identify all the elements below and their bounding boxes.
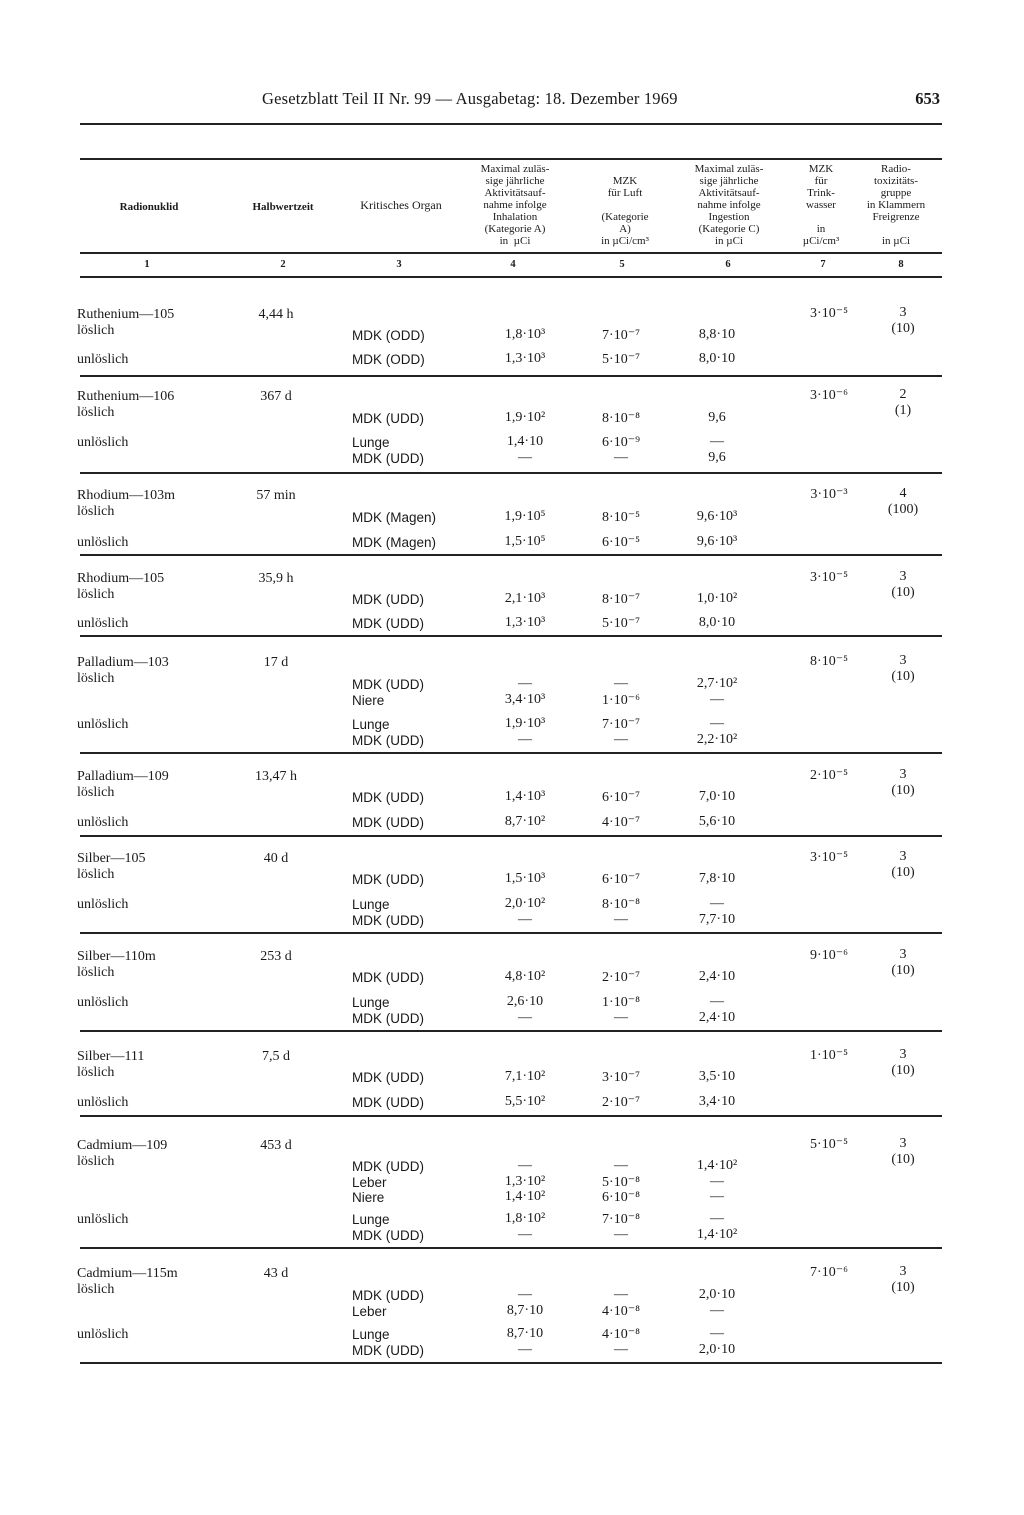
mzk-air-value: 7·10⁻⁷ — [602, 328, 640, 343]
ingestion-value: 2,4·10 — [698, 969, 736, 984]
inhalation-value: — — [518, 1287, 532, 1302]
col-number: 3 — [396, 259, 402, 270]
exemption-limit: (10) — [891, 321, 915, 336]
nuclide-name: Palladium—103 — [77, 655, 169, 670]
solubility-label: unlöslich — [77, 352, 129, 367]
nuclide-name: Ruthenium—106 — [77, 389, 175, 404]
critical-organ: MDK (UDD) — [352, 1343, 424, 1358]
critical-organ: MDK (UDD) — [352, 970, 424, 985]
ingestion-value: — — [710, 1303, 724, 1318]
group-divider — [80, 1030, 942, 1032]
critical-organ: Leber — [352, 1304, 387, 1319]
ingestion-value: 2,0·10 — [698, 1287, 736, 1302]
mzk-air-value: — — [614, 1342, 628, 1357]
ingestion-value: — — [710, 994, 724, 1009]
ingestion-value: 7,0·10 — [698, 789, 736, 804]
mzk-air-value: 8·10⁻⁸ — [602, 411, 640, 426]
ingestion-value: 7,8·10 — [698, 871, 736, 886]
mzk-air-value: 6·10⁻⁵ — [602, 535, 640, 550]
mzk-air-value: 2·10⁻⁷ — [602, 1095, 640, 1110]
solubility-label: unlöslich — [77, 1095, 129, 1110]
toxicity-group: 3 — [899, 767, 907, 782]
toxicity-group: 3 — [899, 305, 907, 320]
critical-organ: MDK (ODD) — [352, 352, 425, 367]
mzk-air-value: 6·10⁻⁷ — [602, 872, 640, 887]
inhalation-value: — — [518, 1158, 532, 1173]
inhalation-value: — — [518, 732, 532, 747]
toxicity-group: 3 — [899, 1047, 907, 1062]
mzk-air-value: 5·10⁻⁸ — [602, 1175, 640, 1190]
mzk-water-value: 3·10⁻⁵ — [810, 570, 848, 585]
inhalation-value: — — [518, 676, 532, 691]
ingestion-value: 2,0·10 — [698, 1342, 736, 1357]
mzk-water-value: 3·10⁻³ — [810, 487, 848, 502]
inhalation-value: 1,3·10³ — [504, 615, 546, 630]
solubility-label: löslich — [77, 965, 115, 980]
inhalation-value: 8,7·10² — [504, 814, 546, 829]
mzk-air-value: 4·10⁻⁸ — [602, 1327, 640, 1342]
exemption-limit: (10) — [891, 1152, 915, 1167]
toxicity-group: 3 — [899, 947, 907, 962]
inhalation-value: 1,4·10 — [506, 434, 544, 449]
half-life: 253 d — [260, 949, 292, 964]
inhalation-value: 1,9·10³ — [504, 716, 546, 731]
mzk-air-value: — — [614, 1158, 628, 1173]
mzk-air-value: — — [614, 1227, 628, 1242]
group-divider — [80, 1115, 942, 1117]
inhalation-value: 1,9·10⁵ — [504, 509, 546, 524]
nuclide-name: Ruthenium—105 — [77, 307, 175, 322]
exemption-limit: (1) — [894, 403, 912, 418]
ingestion-value: 9,6·10³ — [696, 534, 738, 549]
col-number: 4 — [510, 259, 516, 270]
toxicity-group: 2 — [899, 387, 907, 402]
solubility-label: löslich — [77, 867, 115, 882]
col-head-halflife: Halbwertzeit — [252, 201, 314, 213]
nuclide-name: Silber—110m — [77, 949, 156, 964]
col-number: 5 — [619, 259, 625, 270]
inhalation-value: 1,4·10² — [504, 1189, 546, 1204]
ingestion-value: — — [710, 1326, 724, 1341]
inhalation-value: 1,5·10⁵ — [504, 534, 546, 549]
half-life: 13,47 h — [255, 769, 297, 784]
inhalation-value: — — [518, 1342, 532, 1357]
col-head-organ: Kritisches Organ — [360, 198, 442, 212]
group-divider — [80, 1247, 942, 1249]
nuclide-name: Rhodium—105 — [77, 571, 165, 586]
solubility-label: löslich — [77, 504, 115, 519]
ingestion-value: 2,2·10² — [696, 732, 738, 747]
critical-organ: MDK (UDD) — [352, 592, 424, 607]
mzk-air-value: — — [614, 1287, 628, 1302]
solubility-label: unlöslich — [77, 1327, 129, 1342]
mzk-air-value: 8·10⁻⁸ — [602, 897, 640, 912]
inhalation-value: 1,3·10³ — [504, 351, 546, 366]
inhalation-value: — — [518, 1227, 532, 1242]
half-life: 7,5 d — [262, 1049, 290, 1064]
col-head-inhalation: Maximal zuläs- sige jährliche Aktivitätsauf- nahme infolge Inhalation (Kategorie A) in µCi — [480, 163, 550, 247]
col-number: 2 — [280, 259, 286, 270]
mzk-water-value: 8·10⁻⁵ — [810, 654, 848, 669]
nuclide-name: Cadmium—115m — [77, 1266, 178, 1281]
ingestion-value: 7,7·10 — [698, 912, 736, 927]
ingestion-value: 9,6 — [708, 410, 726, 425]
exemption-limit: (10) — [891, 1063, 915, 1078]
inhalation-value: 1,8·10³ — [504, 327, 546, 342]
nuclide-name: Rhodium—103m — [77, 488, 176, 503]
ingestion-value: 5,6·10 — [698, 814, 736, 829]
toxicity-group: 3 — [899, 569, 907, 584]
col-head-toxicity: Radio- toxizitäts- gruppe in Klammern Freigrenze in µCi — [866, 163, 926, 247]
critical-organ: MDK (UDD) — [352, 1095, 424, 1110]
inhalation-value: 5,5·10² — [504, 1094, 546, 1109]
exemption-limit: (10) — [891, 963, 915, 978]
mzk-water-value: 3·10⁻⁶ — [810, 388, 848, 403]
group-divider — [80, 932, 942, 934]
critical-organ: Lunge — [352, 897, 390, 912]
solubility-label: unlöslich — [77, 616, 129, 631]
mzk-air-value: — — [614, 732, 628, 747]
ingestion-value: — — [710, 1174, 724, 1189]
col-number: 8 — [898, 259, 904, 270]
critical-organ: Lunge — [352, 1327, 390, 1342]
inhalation-value: 8,7·10 — [506, 1326, 544, 1341]
mzk-air-value: 4·10⁻⁸ — [602, 1304, 640, 1319]
solubility-label: unlöslich — [77, 995, 129, 1010]
critical-organ: MDK (UDD) — [352, 1011, 424, 1026]
inhalation-value: 1,5·10³ — [504, 871, 546, 886]
critical-organ: MDK (UDD) — [352, 815, 424, 830]
mzk-air-value: 4·10⁻⁷ — [602, 815, 640, 830]
critical-organ: MDK (UDD) — [352, 411, 424, 426]
nuclide-name: Palladium—109 — [77, 769, 169, 784]
critical-organ: MDK (ODD) — [352, 328, 425, 343]
group-divider — [80, 375, 942, 377]
ingestion-value: 9,6 — [708, 450, 726, 465]
exemption-limit: (100) — [887, 502, 919, 517]
inhalation-value: 4,8·10² — [504, 969, 546, 984]
toxicity-group: 3 — [899, 849, 907, 864]
mzk-air-value: — — [614, 676, 628, 691]
solubility-label: unlöslich — [77, 535, 129, 550]
critical-organ: MDK (UDD) — [352, 790, 424, 805]
solubility-label: löslich — [77, 323, 115, 338]
half-life: 35,9 h — [258, 571, 294, 586]
half-life: 4,44 h — [258, 307, 294, 322]
solubility-label: unlöslich — [77, 815, 129, 830]
mzk-air-value: 1·10⁻⁶ — [602, 693, 640, 708]
critical-organ: MDK (UDD) — [352, 1159, 424, 1174]
inhalation-value: 1,8·10² — [504, 1211, 546, 1226]
critical-organ: MDK (UDD) — [352, 1228, 424, 1243]
mzk-air-value: 3·10⁻⁷ — [602, 1070, 640, 1085]
mzk-water-value: 5·10⁻⁵ — [810, 1137, 848, 1152]
solubility-label: unlöslich — [77, 435, 129, 450]
critical-organ: Lunge — [352, 435, 390, 450]
critical-organ: Lunge — [352, 1212, 390, 1227]
col-number: 7 — [820, 259, 826, 270]
solubility-label: löslich — [77, 785, 115, 800]
solubility-label: löslich — [77, 671, 115, 686]
half-life: 367 d — [260, 389, 292, 404]
ingestion-value: 9,6·10³ — [696, 509, 738, 524]
inhalation-value: 2,6·10 — [506, 994, 544, 1009]
mzk-air-value: 8·10⁻⁷ — [602, 592, 640, 607]
half-life: 40 d — [263, 851, 289, 866]
group-divider — [80, 835, 942, 837]
ingestion-value: — — [710, 1211, 724, 1226]
critical-organ: MDK (UDD) — [352, 913, 424, 928]
mzk-air-value: — — [614, 1010, 628, 1025]
solubility-label: löslich — [77, 587, 115, 602]
ingestion-value: 1,4·10² — [696, 1158, 738, 1173]
mzk-air-value: 6·10⁻⁷ — [602, 790, 640, 805]
solubility-label: löslich — [77, 1154, 115, 1169]
critical-organ: MDK (UDD) — [352, 1288, 424, 1303]
toxicity-group: 3 — [899, 653, 907, 668]
inhalation-value: 3,4·10³ — [504, 692, 546, 707]
ingestion-value: — — [710, 434, 724, 449]
ingestion-value: — — [710, 896, 724, 911]
ingestion-value: 8,8·10 — [698, 327, 736, 342]
ingestion-value: 3,4·10 — [698, 1094, 736, 1109]
critical-organ: MDK (UDD) — [352, 616, 424, 631]
half-life: 57 min — [256, 488, 296, 503]
critical-organ: MDK (UDD) — [352, 733, 424, 748]
exemption-limit: (10) — [891, 1280, 915, 1295]
exemption-limit: (10) — [891, 669, 915, 684]
mzk-air-value: — — [614, 450, 628, 465]
inhalation-value: 1,4·10³ — [504, 789, 546, 804]
half-life: 17 d — [263, 655, 289, 670]
critical-organ: MDK (UDD) — [352, 1070, 424, 1085]
ingestion-value: — — [710, 692, 724, 707]
mzk-air-value: 8·10⁻⁵ — [602, 510, 640, 525]
header-title: Gesetzblatt Teil II Nr. 99 — Ausgabetag: 18. Dezember 1969 — [262, 89, 678, 108]
half-life: 43 d — [263, 1266, 289, 1281]
inhalation-value: — — [518, 450, 532, 465]
ingestion-value: 2,7·10² — [696, 676, 738, 691]
mzk-air-value: 7·10⁻⁸ — [602, 1212, 640, 1227]
col-head-mzk-air: MZK für Luft (Kategorie A) in µCi/cm³ — [601, 175, 649, 247]
inhalation-value: 1,3·10² — [504, 1174, 546, 1189]
mzk-air-value: 2·10⁻⁷ — [602, 970, 640, 985]
mzk-water-value: 7·10⁻⁶ — [810, 1265, 848, 1280]
mzk-water-value: 9·10⁻⁶ — [810, 948, 848, 963]
inhalation-value: — — [518, 912, 532, 927]
solubility-label: löslich — [77, 1282, 115, 1297]
critical-organ: MDK (UDD) — [352, 451, 424, 466]
inhalation-value: — — [518, 1010, 532, 1025]
col-head-nuclide: Radionuklid — [119, 201, 179, 213]
solubility-label: löslich — [77, 405, 115, 420]
inhalation-value: 2,0·10² — [504, 896, 546, 911]
toxicity-group: 3 — [899, 1136, 907, 1151]
solubility-label: unlöslich — [77, 897, 129, 912]
solubility-label: unlöslich — [77, 1212, 129, 1227]
critical-organ: Lunge — [352, 717, 390, 732]
mzk-air-value: 7·10⁻⁷ — [602, 717, 640, 732]
group-divider — [80, 1362, 942, 1364]
mzk-water-value: 3·10⁻⁵ — [810, 306, 848, 321]
nuclide-name: Silber—111 — [77, 1049, 145, 1064]
mzk-air-value: 5·10⁻⁷ — [602, 352, 640, 367]
col-head-ingestion: Maximal zuläs- sige jährliche Aktivitätsauf- nahme infolge Ingestion (Kategorie C) in µCi — [694, 163, 764, 247]
exemption-limit: (10) — [891, 783, 915, 798]
critical-organ: MDK (UDD) — [352, 677, 424, 692]
ingestion-value: — — [710, 716, 724, 731]
critical-organ: MDK (Magen) — [352, 535, 437, 550]
inhalation-value: 8,7·10 — [506, 1303, 544, 1318]
mzk-water-value: 1·10⁻⁵ — [810, 1048, 848, 1063]
critical-organ: Niere — [352, 1190, 385, 1205]
group-divider — [80, 635, 942, 637]
ingestion-value: 8,0·10 — [698, 615, 736, 630]
mzk-air-value: 5·10⁻⁷ — [602, 616, 640, 631]
exemption-limit: (10) — [891, 585, 915, 600]
exemption-limit: (10) — [891, 865, 915, 880]
ingestion-value: 8,0·10 — [698, 351, 736, 366]
toxicity-group: 4 — [899, 486, 907, 501]
critical-organ: MDK (Magen) — [352, 510, 437, 525]
col-number: 1 — [144, 259, 150, 270]
group-divider — [80, 472, 942, 474]
mzk-air-value: 1·10⁻⁸ — [602, 995, 640, 1010]
col-head-mzk-water: MZK für Trink- wasser in µCi/cm³ — [802, 163, 840, 247]
col-number: 6 — [725, 259, 731, 270]
mzk-air-value: 6·10⁻⁹ — [602, 435, 640, 450]
critical-organ: Niere — [352, 693, 385, 708]
critical-organ: Lunge — [352, 995, 390, 1010]
ingestion-value: 2,4·10 — [698, 1010, 736, 1025]
ingestion-value: 3,5·10 — [698, 1069, 736, 1084]
nuclide-name: Cadmium—109 — [77, 1138, 168, 1153]
ingestion-value: 1,4·10² — [696, 1227, 738, 1242]
group-divider — [80, 554, 942, 556]
toxicity-group: 3 — [899, 1264, 907, 1279]
inhalation-value: 7,1·10² — [504, 1069, 546, 1084]
critical-organ: MDK (UDD) — [352, 872, 424, 887]
solubility-label: unlöslich — [77, 717, 129, 732]
ingestion-value: — — [710, 1189, 724, 1204]
mzk-air-value: 6·10⁻⁸ — [602, 1190, 640, 1205]
group-divider — [80, 752, 942, 754]
page-number: 653 — [915, 89, 940, 108]
ingestion-value: 1,0·10² — [696, 591, 738, 606]
mzk-water-value: 3·10⁻⁵ — [810, 850, 848, 865]
half-life: 453 d — [260, 1138, 292, 1153]
critical-organ: Leber — [352, 1175, 387, 1190]
mzk-air-value: — — [614, 912, 628, 927]
inhalation-value: 1,9·10² — [504, 410, 546, 425]
mzk-water-value: 2·10⁻⁵ — [810, 768, 848, 783]
inhalation-value: 2,1·10³ — [504, 591, 546, 606]
nuclide-name: Silber—105 — [77, 851, 146, 866]
solubility-label: löslich — [77, 1065, 115, 1080]
